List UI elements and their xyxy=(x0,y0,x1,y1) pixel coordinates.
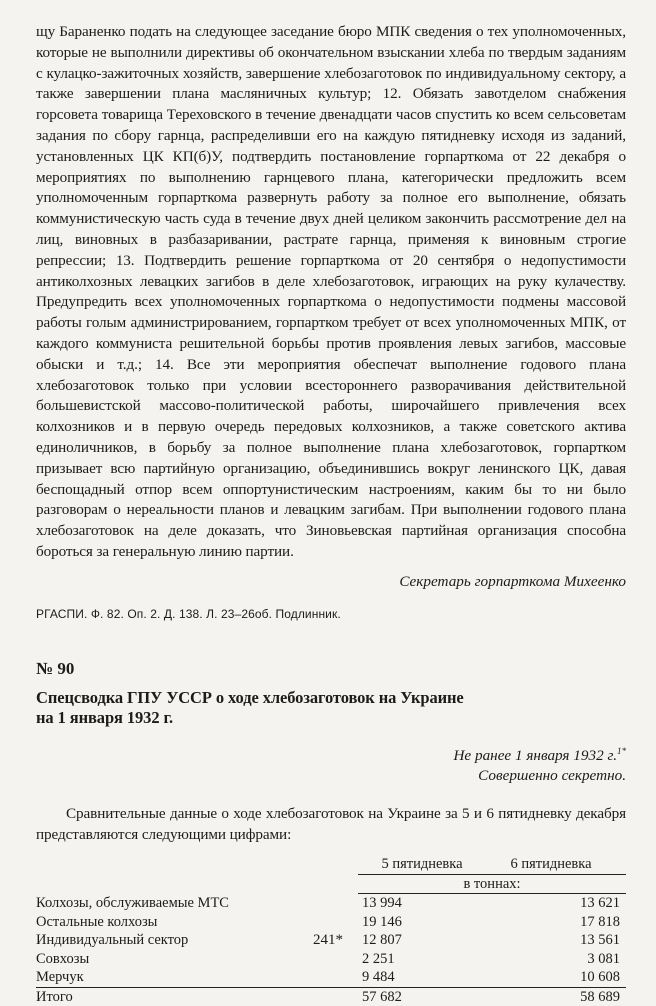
col-header-6: 6 пятидневка xyxy=(482,855,626,874)
total-value-6: 58 689 xyxy=(482,987,626,1006)
archive-source-note: РГАСПИ. Ф. 82. Оп. 2. Д. 138. Л. 23–26об. Подлинник. xyxy=(36,606,341,621)
continued-paragraph: щу Бараненко подать на следующее заседание бюро МПК сведения о тех уполномоченных, которые не выполнили директивы об окончательном взыскании хлеба по твердым заданиям с кулацко-зажиточных хозяйств, завершение хлебозаготовок по индивидуальному сектору, а также завершении плана масляничных культур; 12. Обязать завотделом снабжения горсовета товарища Тереховского в течение двенадцати часов спустить ко всем сельсоветам задания по сбору гарнца, распределивши его на каждую пятидневку исходя из заданий, установленных ЦК КП(б)У, подтвердить постановление горпарткома от 22 декабря о мероприятиях по выполнению гарнцевого плана, категорически предложить всем уполномоченным горпарткома развернуть работу за полное его выполнение, обязать коммунистическую часть суда в течение двух дней целиком закончить рассмотрение дел на лиц, виновных в разбазаривании, растрате гарнца, применяя к виновным строгие репрессии; 13. Подтвердить решение горпарткома от 20 сентября о недопустимости антиколхозных левацких загибов в деле хлебозаготовок, играющих на руку кулачеству. Предупредить всех уполномоченных горпарткома о недопустимости подмены массовой работы голым администрированием, горпартком требует от всех уполномоченных МПК, от каждого коммуниста решительной борьбы против проявления левых загибов, массовые обыски и т.д.; 14. Все эти мероприятия обеспечат выполнение годового плана хлебозаготовок только при условии всестороннего разворачивания действительной большевистской массово-политической работы, широчайшего привлечения всех колхозников и в первую очередь передовых колхозников, а также советского актива единоличников, в борьбу за полное выполнение плана хлебозаготовок, горпартком призывает всю партийную организацию, объединившись вокруг ленинского ЦК, давая беспощадный отпор всем оппортунистическим настроениям, каким бы то ни было разговорам о нереальности планов и левацким загибам. При выполнении годового плана хлебозаготовок на деле доказать, что Зиновьевская партийная организация способна бороться за генеральную линию партии. xyxy=(36,23,626,560)
classification-stamp: Совершенно секретно. xyxy=(478,766,626,784)
units-spacer xyxy=(36,874,358,894)
row-value-5: 12 807 xyxy=(362,932,402,949)
table-header-row xyxy=(36,855,626,874)
date-footnote-marker: 1* xyxy=(617,745,626,756)
table-units-row xyxy=(36,874,626,894)
row-label: Индивидуальный сектор xyxy=(36,932,189,949)
total-value-5: 57 682 xyxy=(358,987,482,1006)
table-row xyxy=(36,950,626,969)
table-row xyxy=(36,894,626,913)
document-page xyxy=(36,22,626,1006)
row-label: Совхозы xyxy=(36,950,90,967)
row-label: Мерчук xyxy=(36,969,84,986)
grain-procurement-table xyxy=(36,855,626,1006)
intro-paragraph: Сравнительные данные о ходе хлебозаготовок на Украине за 5 и 6 пятидневку декабря представляются следующими цифрами: xyxy=(36,804,626,843)
row-value-5: 13 994 xyxy=(362,895,402,912)
document-number: № 90 xyxy=(36,658,75,678)
row-value-5: 2 251 xyxy=(362,950,395,967)
row-value-6: 13 621 xyxy=(580,895,620,912)
total-label: Итого xyxy=(36,987,358,1006)
document-meta xyxy=(36,741,626,786)
row-value-6: 10 608 xyxy=(580,969,620,986)
row-value-6: 13 561 xyxy=(580,932,620,949)
document-date-text: Не ранее 1 января 1932 г. xyxy=(453,746,617,764)
table-row xyxy=(36,968,626,987)
row-label: Остальные колхозы xyxy=(36,913,158,930)
document-title xyxy=(36,688,626,729)
signature: Секретарь горпарткома Михеенко xyxy=(399,572,626,590)
row-label: Колхозы, обслуживаемые МТС xyxy=(36,895,229,912)
row-value-6: 3 081 xyxy=(587,950,620,967)
document-date xyxy=(36,741,626,766)
page-number: 241* xyxy=(313,932,343,948)
table-row xyxy=(36,913,626,932)
table-header-spacer xyxy=(36,855,358,874)
table-units: в тоннах: xyxy=(358,874,626,894)
col-header-5: 5 пятидневка xyxy=(358,855,482,874)
document-title-line-1: Спецсводка ГПУ УССР о ходе хлебозаготовок на Украине xyxy=(36,687,464,707)
row-value-6: 17 818 xyxy=(580,913,620,930)
row-value-5: 19 146 xyxy=(362,913,402,930)
table-total-row xyxy=(36,987,626,1006)
row-value-5: 9 484 xyxy=(362,969,395,986)
document-title-line-2: на 1 января 1932 г. xyxy=(36,708,174,728)
